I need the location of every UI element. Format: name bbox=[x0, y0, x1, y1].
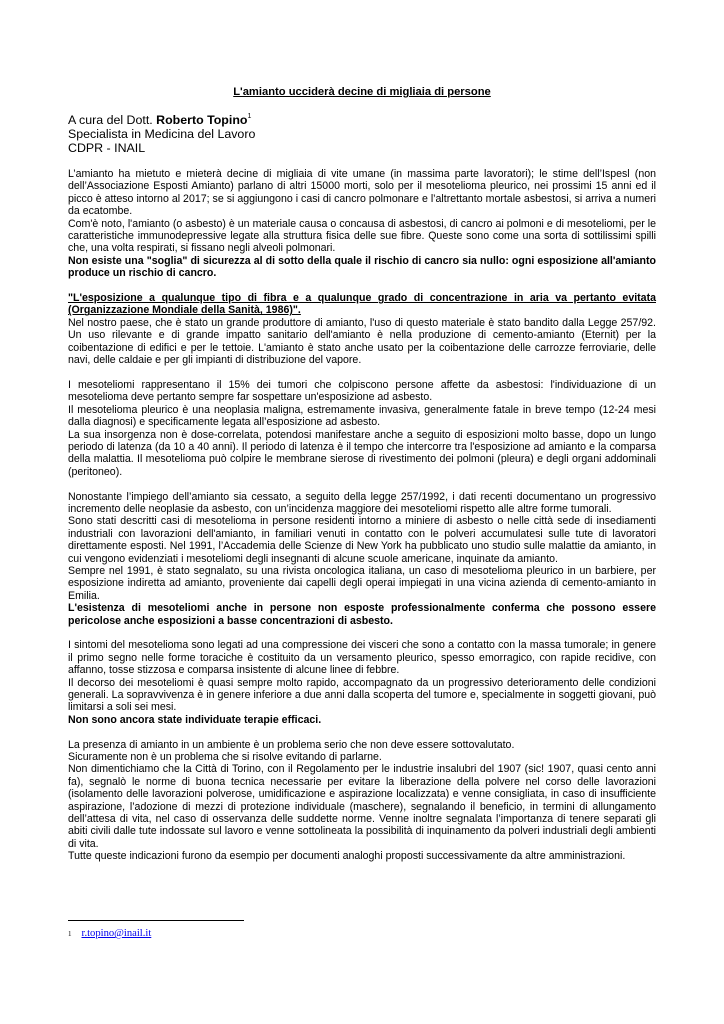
bold-statement: L'esistenza di mesoteliomi anche in persone non esposte professionalmente conferma che possono essere pericolose anche esposizioni a basse concentrazioni di asbesto. bbox=[68, 602, 656, 627]
author-prefix: A cura del Dott. bbox=[68, 113, 157, 127]
paragraph: Sempre nel 1991, è stato segnalato, su una rivista oncologica italiana, un caso di mesotelioma pleurico in un barbiere, per esposizione indiretta ad amianto, proveniente dai capelli degli operai impiegati in una vicina azienda di cemento-amianto in Emilia. bbox=[68, 564, 656, 602]
paragraph: I sintomi del mesotelioma sono legati ad una compressione dei visceri che sono a contatto con la massa tumorale; in genere il primo segno nelle forme toraciche è costituito da un versamento pleurico, spesso emorragico, con rapide recidive, con affanno, tosse stizzosa e comparsa insistente di alcune linee di febbre. bbox=[68, 639, 656, 677]
author-org: CDPR - INAIL bbox=[68, 141, 146, 155]
footnote-reference[interactable]: 1 bbox=[247, 113, 252, 120]
author-block bbox=[68, 113, 255, 155]
footnote bbox=[68, 927, 151, 941]
paragraph: Com'è noto, l'amianto (o asbesto) è un materiale causa o concausa di asbestosi, di cancro ai polmoni e di mesoteliomi, per le caratteristiche immunodepressive legate alla struttura fisica delle sue fibre. Queste sono come una sorta di sottilissimi spilli che, una volta respirati, si fissano negli alveoli polmonari. bbox=[68, 217, 656, 255]
paragraph: Tutte queste indicazioni furono da esempio per documenti analoghi proposti successivamente da altre amministrazioni. bbox=[68, 850, 626, 863]
author-role: Specialista in Medicina del Lavoro bbox=[68, 127, 256, 141]
author-name: Roberto Topino bbox=[156, 113, 248, 127]
paragraph: Sicuramente non è un problema che si risolve evitando di parlarne. bbox=[68, 751, 382, 764]
bold-statement: Non esiste una "soglia" di sicurezza al di sotto della quale il rischio di cancro sia nullo: ogni esposizione all'amianto produce un rischio di cancro. bbox=[68, 254, 656, 280]
footnote-mark: 1 bbox=[68, 930, 72, 938]
paragraph: Nonostante l’impiego dell’amianto sia cessato, a seguito della legge 257/1992, i dati recenti documentano un progressivo incremento delle neoplasie da asbesto, con un’incidenza maggiore dei mesoteliomi rispetto alle altre forme tumorali. bbox=[68, 490, 656, 515]
paragraph: La sua insorgenza non è dose-correlata, potendosi manifestare anche a seguito di esposizioni molto basse, dopo un lungo periodo di latenza (da 10 a 40 anni). Il periodo di latenza è il tempo che intercorre tra l'esposizione ad amianto e la comparsa della malattia. Il mesotelioma può colpire le membrane sierose di rivestimento dei polmoni (pleura) e degli organi addominali (peritoneo). bbox=[68, 428, 656, 478]
paragraph: I mesoteliomi rappresentano il 15% dei tumori che colpiscono persone affette da asbestosi: l'individuazione di un mesotelioma deve pertanto sempre far sospettare un'esposizione ad asbesto. bbox=[68, 378, 656, 404]
footnote-divider bbox=[68, 920, 244, 921]
paragraph: Non dimentichiamo che la Città di Torino, con il Regolamento per le industrie insalubri del 1907 (sic! 1907, quasi cento anni fa), segnalò le norme di buona tecnica necessarie per evitare la liberazione della polvere nel corso delle lavorazioni (isolamento delle lavorazioni polverose, umidificazione e aspirazione localizzata) e venne consigliata, in caso di insufficiente aspirazione, l’adozione di mezzi di protezione individuale (maschere), segnalando il beneficio, in termini di allungamento dell’attesa di vita, nel caso di osservanza delle suddette norme. Venne inoltre segnalata l’importanza di tenere separati gli abiti civili dalle tute indossate sul lavoro e venne sottolineata la possibilità di inquinamento da polveri industriali degli ambienti di vita. bbox=[68, 763, 656, 850]
who-quote: "L'esposizione a qualunque tipo di fibra e a qualunque grado di concentrazione in aria va pertanto evitata (Organizzazione Mondiale della Sanità, 1986)". bbox=[68, 292, 656, 317]
paragraph: Il mesotelioma pleurico è una neoplasia maligna, estremamente invasiva, generalmente fatale in breve tempo (12-24 mesi dalla diagnosi) e specificamente legata all’esposizione ad asbesto. bbox=[68, 403, 656, 429]
paragraph: L’amianto ha mietuto e mieterà decine di migliaia di vite umane (in massima parte lavoratori); le stime dell’Ispesl (non dell’Associazione Esposti Amianto) parlano di altri 15000 morti, solo per il mesotelioma pleurico, nei prossimi 15 anni ed il picco è atteso intorno al 2017; se si aggiungono i casi di cancro polmonare e l’altrettanto mortale asbestosi, si arriva a numeri da ecatombe. bbox=[68, 168, 656, 218]
paragraph: Nel nostro paese, che è stato un grande produttore di amianto, l'uso di questo materiale è stato bandito dalla Legge 257/92. Un uso rilevante e di grande impatto sanitario dell'amianto è nella produzione di cemento-amianto (Eternit) per la coibentazione di edifici e per le tettoie. L'amianto è stato anche usato per la coibentazione delle carrozze ferroviarie, delle navi, delle caldaie e per gli impianti di distribuzione del vapore. bbox=[68, 316, 656, 367]
paragraph: Il decorso dei mesoteliomi è quasi sempre molto rapido, accompagnato da un progressivo deterioramento delle condizioni generali. La sopravvivenza è in genere inferiore a due anni dalla scoperta del tumore e, specialmente in soggetti giovani, può limitarsi a soli sei mesi. bbox=[68, 676, 656, 714]
document-title: L'amianto ucciderà decine di migliaia di persone bbox=[233, 86, 491, 98]
paragraph: Sono stati descritti casi di mesotelioma in persone residenti intorno a miniere di asbesto o nelle città sede di insediamenti industriali con lavorazioni dell'amianto, in familiari venuti in contatto con le polveri accumulatesi sulle tute di lavoratori direttamente esposti. Nel 1991, l’Accademia delle Scienze di New York ha pubblicato uno studio sulle malattie da amianto, in cui vengono evidenziati i mesoteliomi degli insegnanti di alcune scuole americane, inquinate da amianto. bbox=[68, 515, 656, 565]
author-line bbox=[68, 113, 255, 127]
paragraph: La presenza di amianto in un ambiente è un problema serio che non deve essere sottovalutato. bbox=[68, 738, 515, 751]
bold-statement: Non sono ancora state individuate terapie efficaci. bbox=[68, 713, 322, 726]
author-email-link[interactable]: r.topino@inail.it bbox=[81, 928, 152, 939]
article-body bbox=[68, 168, 656, 863]
